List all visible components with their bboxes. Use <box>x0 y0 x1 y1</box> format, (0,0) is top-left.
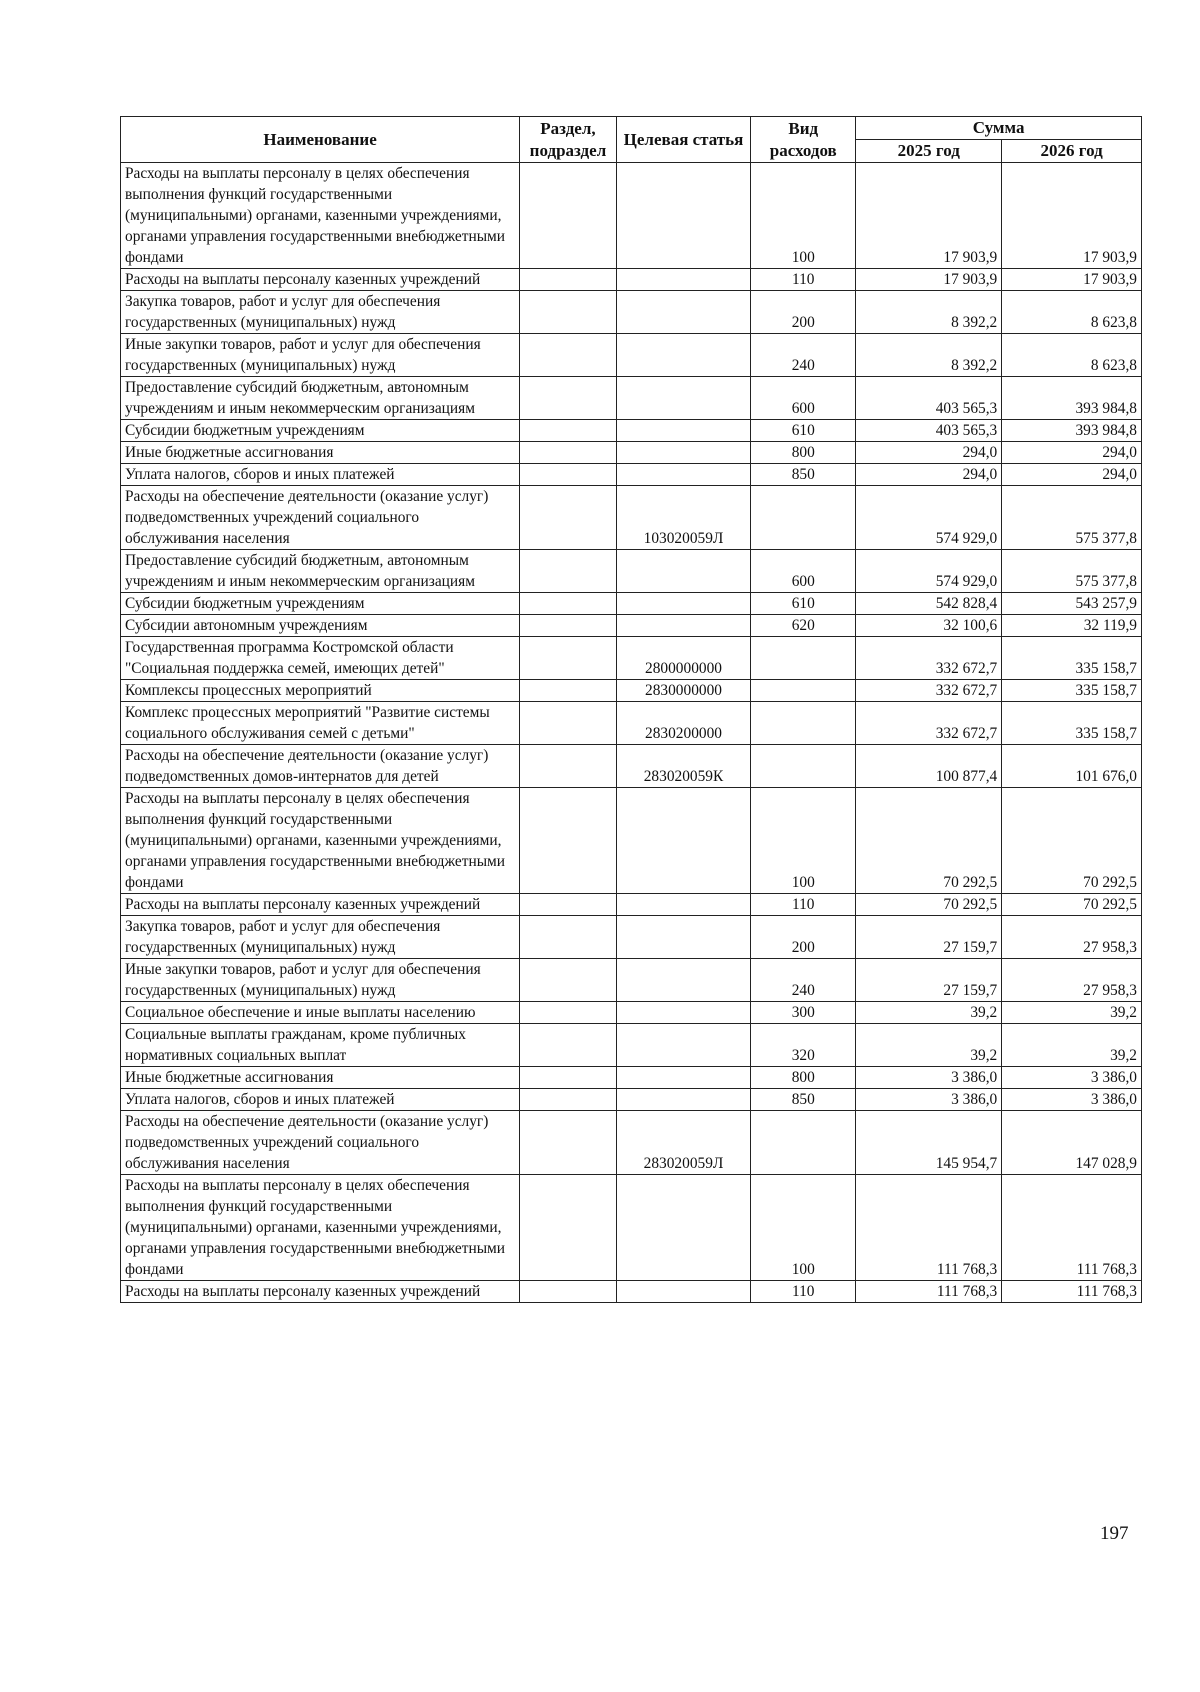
cell-sum-2025: 111 768,3 <box>856 1175 1002 1281</box>
cell-sum-2026: 8 623,8 <box>1002 334 1142 377</box>
cell-name: Комплексы процессных мероприятий <box>121 680 520 702</box>
cell-section <box>520 702 617 745</box>
table-row <box>121 593 1142 615</box>
cell-expense-type: 110 <box>751 894 856 916</box>
cell-expense-type: 110 <box>751 269 856 291</box>
cell-expense-type: 100 <box>751 1175 856 1281</box>
cell-name: Предоставление субсидий бюджетным, автономным учреждениям и иным некоммерческим организациям <box>121 550 520 593</box>
cell-sum-2025: 3 386,0 <box>856 1067 1002 1089</box>
cell-expense-type: 200 <box>751 291 856 334</box>
cell-section <box>520 442 617 464</box>
cell-expense-type: 200 <box>751 916 856 959</box>
cell-target <box>616 420 750 442</box>
table-row <box>121 615 1142 637</box>
cell-sum-2026: 335 158,7 <box>1002 637 1142 680</box>
table-row <box>121 377 1142 420</box>
cell-target <box>616 593 750 615</box>
cell-sum-2026: 543 257,9 <box>1002 593 1142 615</box>
table-row <box>121 550 1142 593</box>
cell-section <box>520 959 617 1002</box>
cell-sum-2026: 294,0 <box>1002 442 1142 464</box>
cell-name: Социальные выплаты гражданам, кроме публичных нормативных социальных выплат <box>121 1024 520 1067</box>
cell-sum-2025: 3 386,0 <box>856 1089 1002 1111</box>
table-row <box>121 702 1142 745</box>
cell-target <box>616 1281 750 1303</box>
cell-name: Уплата налогов, сборов и иных платежей <box>121 464 520 486</box>
cell-sum-2025: 294,0 <box>856 464 1002 486</box>
table-row <box>121 1281 1142 1303</box>
cell-name: Расходы на выплаты персоналу в целях обеспечения выполнения функций государственными (муниципальными) органами, казенными учреждениями, органами управления государственными внебюджетными фондами <box>121 788 520 894</box>
header-target: Целевая статья <box>616 117 750 163</box>
cell-target: 2830000000 <box>616 680 750 702</box>
cell-name: Комплекс процессных мероприятий "Развитие системы социального обслуживания семей с детьми" <box>121 702 520 745</box>
cell-sum-2025: 403 565,3 <box>856 377 1002 420</box>
cell-section <box>520 334 617 377</box>
cell-name: Уплата налогов, сборов и иных платежей <box>121 1089 520 1111</box>
cell-target <box>616 377 750 420</box>
cell-expense-type: 320 <box>751 1024 856 1067</box>
table-row <box>121 680 1142 702</box>
table-row <box>121 959 1142 1002</box>
cell-sum-2026: 101 676,0 <box>1002 745 1142 788</box>
cell-name: Закупка товаров, работ и услуг для обеспечения государственных (муниципальных) нужд <box>121 291 520 334</box>
cell-sum-2025: 574 929,0 <box>856 486 1002 550</box>
cell-sum-2026: 294,0 <box>1002 464 1142 486</box>
cell-sum-2025: 32 100,6 <box>856 615 1002 637</box>
cell-sum-2026: 17 903,9 <box>1002 163 1142 269</box>
table-row <box>121 486 1142 550</box>
cell-target: 283020059К <box>616 745 750 788</box>
cell-name: Субсидии автономным учреждениям <box>121 615 520 637</box>
cell-expense-type: 100 <box>751 163 856 269</box>
table-row <box>121 1067 1142 1089</box>
cell-section <box>520 420 617 442</box>
cell-sum-2025: 332 672,7 <box>856 680 1002 702</box>
cell-expense-type <box>751 1111 856 1175</box>
cell-expense-type <box>751 702 856 745</box>
header-year-2025: 2025 год <box>856 140 1002 163</box>
cell-sum-2025: 8 392,2 <box>856 291 1002 334</box>
cell-section <box>520 377 617 420</box>
cell-name: Расходы на выплаты персоналу казенных учреждений <box>121 269 520 291</box>
cell-target: 283020059Л <box>616 1111 750 1175</box>
cell-sum-2026: 335 158,7 <box>1002 702 1142 745</box>
cell-section <box>520 1175 617 1281</box>
cell-sum-2025: 145 954,7 <box>856 1111 1002 1175</box>
cell-section <box>520 680 617 702</box>
cell-name: Расходы на выплаты персоналу казенных учреждений <box>121 1281 520 1303</box>
cell-expense-type: 610 <box>751 593 856 615</box>
cell-name: Предоставление субсидий бюджетным, автономным учреждениям и иным некоммерческим организациям <box>121 377 520 420</box>
cell-name: Субсидии бюджетным учреждениям <box>121 593 520 615</box>
cell-sum-2025: 403 565,3 <box>856 420 1002 442</box>
cell-section <box>520 593 617 615</box>
cell-sum-2026: 393 984,8 <box>1002 377 1142 420</box>
table-row <box>121 788 1142 894</box>
cell-expense-type: 600 <box>751 377 856 420</box>
cell-sum-2026: 111 768,3 <box>1002 1281 1142 1303</box>
table-row <box>121 1024 1142 1067</box>
cell-target <box>616 1002 750 1024</box>
cell-name: Государственная программа Костромской области "Социальная поддержка семей, имеющих детей" <box>121 637 520 680</box>
cell-target: 2830200000 <box>616 702 750 745</box>
cell-section <box>520 1024 617 1067</box>
cell-target: 103020059Л <box>616 486 750 550</box>
cell-sum-2025: 27 159,7 <box>856 959 1002 1002</box>
cell-sum-2026: 335 158,7 <box>1002 680 1142 702</box>
cell-sum-2025: 17 903,9 <box>856 269 1002 291</box>
cell-section <box>520 269 617 291</box>
table-row <box>121 1002 1142 1024</box>
cell-expense-type <box>751 680 856 702</box>
cell-name: Закупка товаров, работ и услуг для обеспечения государственных (муниципальных) нужд <box>121 916 520 959</box>
cell-expense-type: 600 <box>751 550 856 593</box>
cell-sum-2026: 39,2 <box>1002 1024 1142 1067</box>
cell-expense-type: 110 <box>751 1281 856 1303</box>
cell-name: Иные бюджетные ассигнования <box>121 1067 520 1089</box>
cell-target <box>616 163 750 269</box>
cell-name: Расходы на обеспечение деятельности (оказание услуг) подведомственных домов-интернатов для детей <box>121 745 520 788</box>
cell-section <box>520 1111 617 1175</box>
cell-target <box>616 269 750 291</box>
cell-sum-2026: 32 119,9 <box>1002 615 1142 637</box>
cell-sum-2025: 542 828,4 <box>856 593 1002 615</box>
table-row <box>121 163 1142 269</box>
table-row <box>121 442 1142 464</box>
cell-expense-type <box>751 486 856 550</box>
cell-target <box>616 1067 750 1089</box>
cell-name: Социальное обеспечение и иные выплаты населению <box>121 1002 520 1024</box>
cell-expense-type <box>751 637 856 680</box>
cell-section <box>520 550 617 593</box>
budget-table <box>120 116 1142 1303</box>
cell-sum-2025: 27 159,7 <box>856 916 1002 959</box>
cell-target <box>616 550 750 593</box>
cell-section <box>520 916 617 959</box>
table-row <box>121 637 1142 680</box>
cell-name: Расходы на выплаты персоналу в целях обеспечения выполнения функций государственными (муниципальными) органами, казенными учреждениями, органами управления государственными внебюджетными фондами <box>121 163 520 269</box>
cell-name: Иные бюджетные ассигнования <box>121 442 520 464</box>
table-row <box>121 916 1142 959</box>
cell-expense-type: 100 <box>751 788 856 894</box>
cell-target <box>616 1175 750 1281</box>
cell-sum-2026: 3 386,0 <box>1002 1089 1142 1111</box>
table-row <box>121 464 1142 486</box>
cell-sum-2025: 100 877,4 <box>856 745 1002 788</box>
cell-sum-2026: 3 386,0 <box>1002 1067 1142 1089</box>
cell-expense-type: 610 <box>751 420 856 442</box>
cell-section <box>520 894 617 916</box>
cell-sum-2025: 8 392,2 <box>856 334 1002 377</box>
cell-sum-2025: 39,2 <box>856 1002 1002 1024</box>
cell-name: Расходы на выплаты персоналу в целях обеспечения выполнения функций государственными (муниципальными) органами, казенными учреждениями, органами управления государственными внебюджетными фондами <box>121 1175 520 1281</box>
cell-section <box>520 1067 617 1089</box>
header-name: Наименование <box>121 117 520 163</box>
table-row <box>121 1111 1142 1175</box>
cell-sum-2026: 27 958,3 <box>1002 916 1142 959</box>
cell-sum-2025: 17 903,9 <box>856 163 1002 269</box>
cell-target <box>616 464 750 486</box>
cell-sum-2026: 575 377,8 <box>1002 550 1142 593</box>
cell-target <box>616 1024 750 1067</box>
cell-section <box>520 788 617 894</box>
header-sum: Сумма <box>856 117 1142 140</box>
cell-expense-type: 800 <box>751 1067 856 1089</box>
cell-sum-2026: 8 623,8 <box>1002 291 1142 334</box>
cell-target <box>616 442 750 464</box>
table-row <box>121 291 1142 334</box>
cell-sum-2026: 147 028,9 <box>1002 1111 1142 1175</box>
cell-section <box>520 615 617 637</box>
cell-section <box>520 637 617 680</box>
cell-expense-type: 850 <box>751 1089 856 1111</box>
table-header <box>121 117 1142 163</box>
cell-name: Иные закупки товаров, работ и услуг для обеспечения государственных (муниципальных) нужд <box>121 334 520 377</box>
cell-sum-2025: 70 292,5 <box>856 788 1002 894</box>
cell-target <box>616 1089 750 1111</box>
cell-sum-2025: 332 672,7 <box>856 637 1002 680</box>
cell-sum-2026: 39,2 <box>1002 1002 1142 1024</box>
cell-name: Расходы на обеспечение деятельности (оказание услуг) подведомственных учреждений социального обслуживания населения <box>121 486 520 550</box>
cell-sum-2025: 70 292,5 <box>856 894 1002 916</box>
cell-section <box>520 464 617 486</box>
cell-target <box>616 916 750 959</box>
header-year-2026: 2026 год <box>1002 140 1142 163</box>
cell-sum-2026: 17 903,9 <box>1002 269 1142 291</box>
table-row <box>121 334 1142 377</box>
cell-sum-2026: 111 768,3 <box>1002 1175 1142 1281</box>
cell-sum-2025: 111 768,3 <box>856 1281 1002 1303</box>
table-row <box>121 745 1142 788</box>
cell-section <box>520 163 617 269</box>
cell-section <box>520 291 617 334</box>
cell-sum-2025: 39,2 <box>856 1024 1002 1067</box>
cell-expense-type: 800 <box>751 442 856 464</box>
table-row <box>121 1089 1142 1111</box>
cell-target <box>616 894 750 916</box>
cell-name: Расходы на выплаты персоналу казенных учреждений <box>121 894 520 916</box>
page-number: 197 <box>1100 1523 1129 1544</box>
header-section: Раздел, подраздел <box>520 117 617 163</box>
cell-expense-type: 240 <box>751 334 856 377</box>
cell-name: Субсидии бюджетным учреждениям <box>121 420 520 442</box>
cell-target <box>616 615 750 637</box>
table-row <box>121 420 1142 442</box>
cell-sum-2026: 70 292,5 <box>1002 894 1142 916</box>
cell-section <box>520 1089 617 1111</box>
cell-expense-type: 240 <box>751 959 856 1002</box>
cell-section <box>520 1002 617 1024</box>
cell-sum-2026: 393 984,8 <box>1002 420 1142 442</box>
table-row <box>121 1175 1142 1281</box>
cell-expense-type: 620 <box>751 615 856 637</box>
cell-name: Иные закупки товаров, работ и услуг для обеспечения государственных (муниципальных) нужд <box>121 959 520 1002</box>
cell-section <box>520 745 617 788</box>
table-body <box>121 163 1142 1303</box>
cell-target <box>616 334 750 377</box>
cell-expense-type: 300 <box>751 1002 856 1024</box>
cell-target <box>616 959 750 1002</box>
cell-sum-2025: 332 672,7 <box>856 702 1002 745</box>
cell-sum-2026: 70 292,5 <box>1002 788 1142 894</box>
cell-name: Расходы на обеспечение деятельности (оказание услуг) подведомственных учреждений социального обслуживания населения <box>121 1111 520 1175</box>
cell-expense-type: 850 <box>751 464 856 486</box>
cell-section <box>520 1281 617 1303</box>
cell-sum-2025: 574 929,0 <box>856 550 1002 593</box>
cell-expense-type <box>751 745 856 788</box>
cell-target: 2800000000 <box>616 637 750 680</box>
cell-sum-2026: 27 958,3 <box>1002 959 1142 1002</box>
cell-target <box>616 788 750 894</box>
cell-section <box>520 486 617 550</box>
header-expense-type: Вид расходов <box>751 117 856 163</box>
cell-sum-2025: 294,0 <box>856 442 1002 464</box>
table-row <box>121 269 1142 291</box>
cell-target <box>616 291 750 334</box>
cell-sum-2026: 575 377,8 <box>1002 486 1142 550</box>
table-row <box>121 894 1142 916</box>
